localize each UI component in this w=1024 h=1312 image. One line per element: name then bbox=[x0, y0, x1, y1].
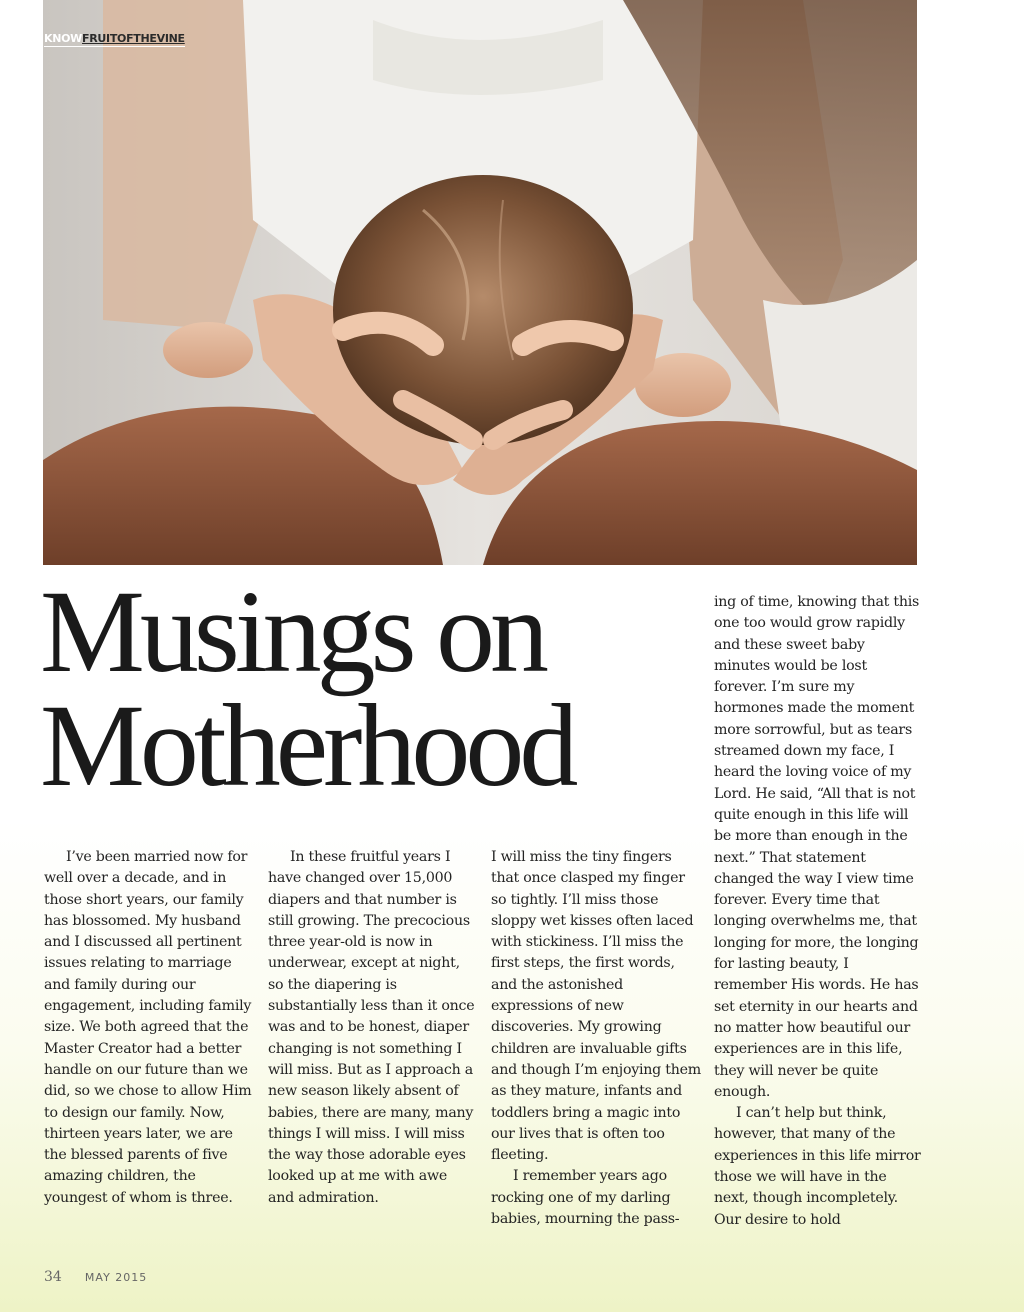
hero-photo bbox=[43, 0, 917, 565]
body-column-4 bbox=[714, 592, 924, 1231]
article-headline bbox=[40, 566, 690, 811]
body-column-1 bbox=[44, 847, 252, 1209]
body-column-3 bbox=[491, 847, 701, 1230]
paragraph: In these fruitful years I have changed over 15,000 diapers and that number is still growing. The precocious three year-old is now in underwear, except at night, so the diapering is substantially less than it once was and to be honest, diaper changing is not something I will miss. But as I approach a new season likely absent of babies, there are many, many things I will miss. I will miss the way those adorable eyes looked up at me with awe and admiration. bbox=[268, 849, 475, 1206]
paragraph: I remember years ago rocking one of my darling babies, mourning the pass- bbox=[491, 1168, 680, 1228]
issue-date: MAY 2015 bbox=[84, 1271, 148, 1284]
mother-baby-illustration bbox=[43, 0, 917, 565]
paragraph: ing of time, knowing that this one too would grow rapidly and these sweet baby minutes would be lost forever. I’m sure my hormones made the moment more sorrowful, but as tears streamed down my face, I heard the loving voice of my Lord. He said, “All that is not quite enough in this life will be more than enough in the next.” That statement changed the way I view time forever. Every time that longing overwhelms me, that longing for more, the longing for lasting beauty, I remember His words. He has set eternity in our hearts and no matter how beautiful our experiences are in this life, they will never be quite enough. bbox=[714, 594, 920, 1100]
page-number: 34 bbox=[44, 1269, 62, 1285]
headline-line-2: Motherhood bbox=[40, 680, 574, 811]
headline-line-1: Musings on bbox=[40, 566, 545, 697]
paragraph: I will miss the tiny fingers that once clasped my finger so tightly. I’ll miss those sloppy wet kisses often laced with stickiness. I’ll miss the first steps, the first words, and the astonished expressions of new discoveries. My growing children are invaluable gifts and though I’m enjoying them as they mature, infants and toddlers bring a magic into our lives that is often too fleeting. bbox=[491, 849, 701, 1164]
section-label-main: KNOW bbox=[44, 32, 83, 45]
paragraph: I’ve been married now for well over a decade, and in those short years, our family has blossomed. My husband and I discussed all pertinent issues relating to marriage and family during our engagement, including family size. We both agreed that the Master Creator had a better handle on our future than we did, so we chose to allow Him to design our family. Now, thirteen years later, we are the blessed parents of five amazing children, the youngest of whom is three. bbox=[44, 849, 252, 1206]
paragraph: I can’t help but think, however, that many of the experiences in this life mirror those we will have in the next, though incompletely. Our desire to hold bbox=[714, 1105, 921, 1228]
section-label-sub: FRUITOFTHEVINE bbox=[82, 32, 185, 45]
section-label bbox=[44, 32, 185, 47]
body-column-2 bbox=[268, 847, 476, 1209]
page-footer bbox=[44, 1266, 147, 1285]
